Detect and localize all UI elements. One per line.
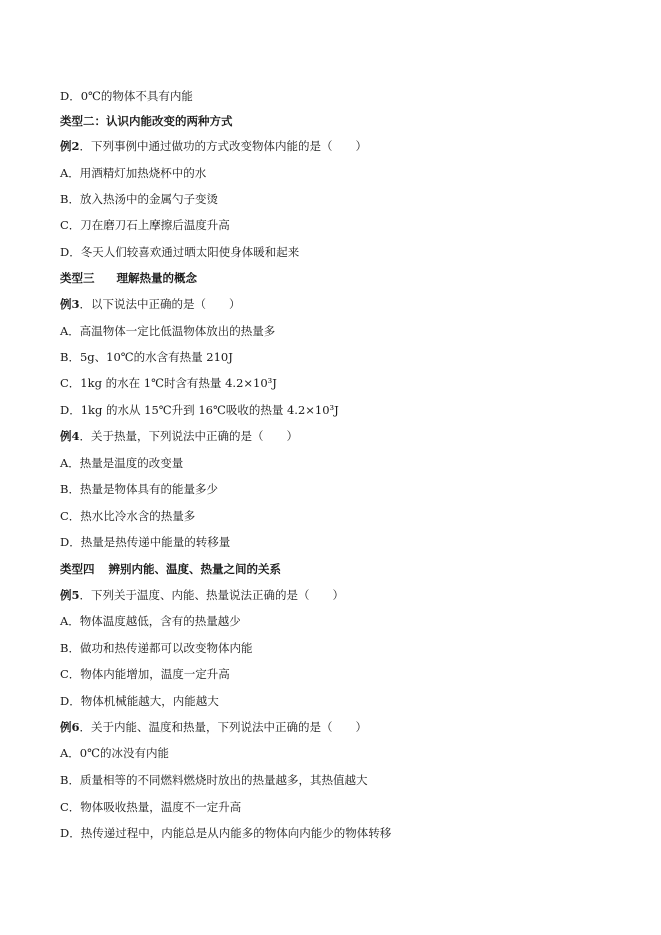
example-label: 例3 — [60, 297, 80, 311]
question-ex3 — [60, 297, 241, 311]
option-b-ex3: B．5g、10℃的水含有热量 210J — [60, 350, 233, 364]
option-b-ex5: B．做功和热传递都可以改变物体内能 — [60, 641, 253, 655]
option-d-ex1: D．0℃的物体不具有内能 — [60, 89, 193, 103]
option-b-ex2: B．放入热汤中的金属勺子变烫 — [60, 192, 218, 206]
example-label: 例2 — [60, 139, 80, 153]
section-heading-type3 — [60, 271, 197, 285]
example-label: 例5 — [60, 588, 80, 602]
option-b-ex6: B．质量相等的不同燃料燃烧时放出的热量越多，其热值越大 — [60, 773, 368, 787]
option-a-ex3: A．高温物体一定比低温物体放出的热量多 — [60, 324, 276, 338]
option-c-ex3: C．1kg 的水在 1℃时含有热量 4.2×10³J — [60, 376, 277, 390]
option-d-ex5: D．物体机械能越大，内能越大 — [60, 694, 219, 708]
option-a-ex2: A．用酒精灯加热烧杯中的水 — [60, 166, 207, 180]
question-ex2 — [60, 139, 367, 153]
option-b-ex4: B．热量是物体具有的能量多少 — [60, 482, 218, 496]
section-title: 辨别内能、温度、热量之间的关系 — [108, 562, 281, 576]
option-d-ex2: D．冬天人们较喜欢通过晒太阳使身体暖和起来 — [60, 245, 300, 259]
option-c-ex5: C．物体内能增加，温度一定升高 — [60, 667, 230, 681]
option-c-ex6: C．物体吸收热量，温度不一定升高 — [60, 800, 242, 814]
option-d-ex6: D．热传递过程中，内能总是从内能多的物体向内能少的物体转移 — [60, 826, 392, 840]
question-ex6 — [60, 720, 367, 734]
option-a-ex5: A．物体温度越低，含有的热量越少 — [60, 614, 241, 628]
example-label: 例6 — [60, 720, 80, 734]
section-title: 理解热量的概念 — [116, 271, 197, 285]
option-c-ex4: C．热水比冷水含的热量多 — [60, 509, 196, 523]
question-ex5 — [60, 588, 344, 602]
section-heading-type2: 类型二：认识内能改变的两种方式 — [60, 114, 233, 128]
question-text: ．下列事例中通过做功的方式改变物体内能的是（ ） — [79, 139, 368, 153]
question-ex4 — [60, 429, 298, 443]
option-d-ex3: D．1kg 的水从 15℃升到 16℃吸收的热量 4.2×10³J — [60, 403, 339, 417]
section-type-label: 类型三 — [60, 271, 95, 285]
option-c-ex2: C．刀在磨刀石上摩擦后温度升高 — [60, 218, 230, 232]
question-text: ．下列关于温度、内能、热量说法正确的是（ ） — [79, 588, 345, 602]
question-text: ．以下说法中正确的是（ ） — [79, 297, 241, 311]
section-type-label: 类型四 — [60, 562, 95, 576]
question-text: ．关于热量，下列说法中正确的是（ ） — [79, 429, 299, 443]
option-a-ex6: A．0℃的冰没有内能 — [60, 746, 169, 760]
example-label: 例4 — [60, 429, 80, 443]
option-d-ex4: D．热量是热传递中能量的转移量 — [60, 535, 231, 549]
section-heading-type4 — [60, 562, 281, 576]
option-a-ex4: A．热量是温度的改变量 — [60, 456, 184, 470]
question-text: ．关于内能、温度和热量，下列说法中正确的是（ ） — [79, 720, 368, 734]
